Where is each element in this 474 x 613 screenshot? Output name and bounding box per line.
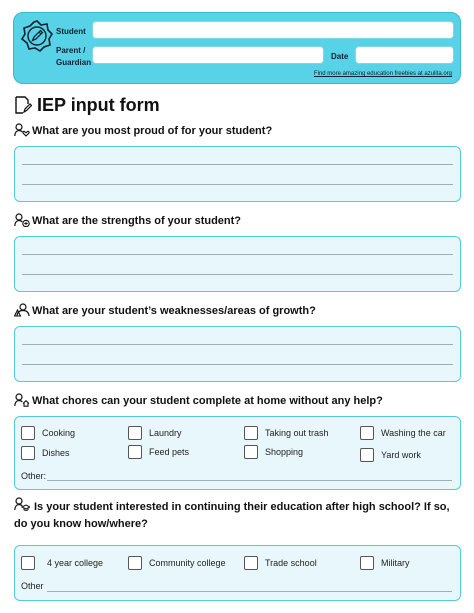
question-5-line2: do you know how/where? [14,518,148,530]
page-title: IEP input form [37,95,160,115]
checkbox[interactable] [21,446,35,460]
education-other-line[interactable] [47,591,452,592]
checkbox[interactable] [21,556,35,570]
education-other-label: Other [21,581,44,591]
writing-line [22,344,453,345]
education-option[interactable] [244,556,317,570]
parent-guardian-field[interactable] [92,46,324,64]
checkbox[interactable] [244,426,258,440]
checkbox[interactable] [128,556,142,570]
person-heart-icon [14,123,30,137]
answer-box-2[interactable] [14,236,461,292]
chore-option[interactable] [244,445,303,459]
writing-line [22,184,453,185]
chores-other-label: Other: [21,471,47,481]
parent-label-line1: Parent / [56,46,86,55]
chores-box [14,416,461,490]
checkbox[interactable] [128,426,142,440]
chore-option[interactable] [360,448,421,462]
education-option[interactable] [128,556,226,570]
chore-option[interactable] [128,426,182,440]
education-option[interactable] [21,556,103,570]
question-2-text: What are the strengths of your student? [32,215,242,227]
checkbox[interactable] [244,556,258,570]
writing-line [22,254,453,255]
chore-option[interactable] [360,426,446,440]
person-growth-icon [14,303,30,317]
question-5-line1: Is your student interested in continuing their education after high school? If so, [34,501,450,513]
checkbox[interactable] [360,556,374,570]
chore-option[interactable] [244,426,329,440]
question-4-text: What chores can your student complete at home without any help? [32,395,383,407]
document-pencil-icon [14,96,32,114]
student-label: Student [56,27,86,36]
header-banner [13,12,461,84]
education-option[interactable] [360,556,410,570]
checkbox[interactable] [244,445,258,459]
chore-label: Laundry [149,428,182,438]
education-label: 4 year college [47,558,104,568]
education-label: Trade school [265,558,317,568]
chore-option[interactable] [21,426,75,440]
question-3-text: What are your student’s weaknesses/areas of growth? [32,305,316,317]
checkbox[interactable] [128,445,142,459]
chore-label: Dishes [42,448,70,458]
chores-other-line[interactable] [47,480,452,481]
checkbox[interactable] [360,448,374,462]
person-plus-icon [14,213,30,227]
writing-line [22,274,453,275]
education-box [14,545,461,601]
education-label: Community college [149,558,226,568]
date-field[interactable] [355,46,454,64]
parent-label-line2: Guardian [56,58,92,67]
freebies-link[interactable]: Find more amazing education freebies at azulita.org [313,71,452,77]
education-label: Military [381,558,410,568]
chore-option[interactable] [128,445,189,459]
chore-option[interactable] [21,446,70,460]
person-home-icon [14,393,30,407]
date-label: Date [331,52,349,61]
writing-line [22,364,453,365]
checkbox[interactable] [21,426,35,440]
writing-line [22,164,453,165]
chore-label: Yard work [381,450,421,460]
student-field[interactable] [92,21,454,39]
chore-label: Cooking [42,428,76,438]
question-5-text [14,499,461,533]
chore-label: Taking out trash [265,428,329,438]
chore-label: Shopping [265,447,304,457]
chore-label: Washing the car [381,428,446,438]
checkbox[interactable] [360,426,374,440]
question-1-text: What are you most proud of for your student? [32,125,273,137]
answer-box-3[interactable] [14,326,461,382]
answer-box-1[interactable] [14,146,461,202]
chore-label: Feed pets [149,447,190,457]
pencil-badge-icon [21,20,53,52]
question-5 [14,497,461,533]
